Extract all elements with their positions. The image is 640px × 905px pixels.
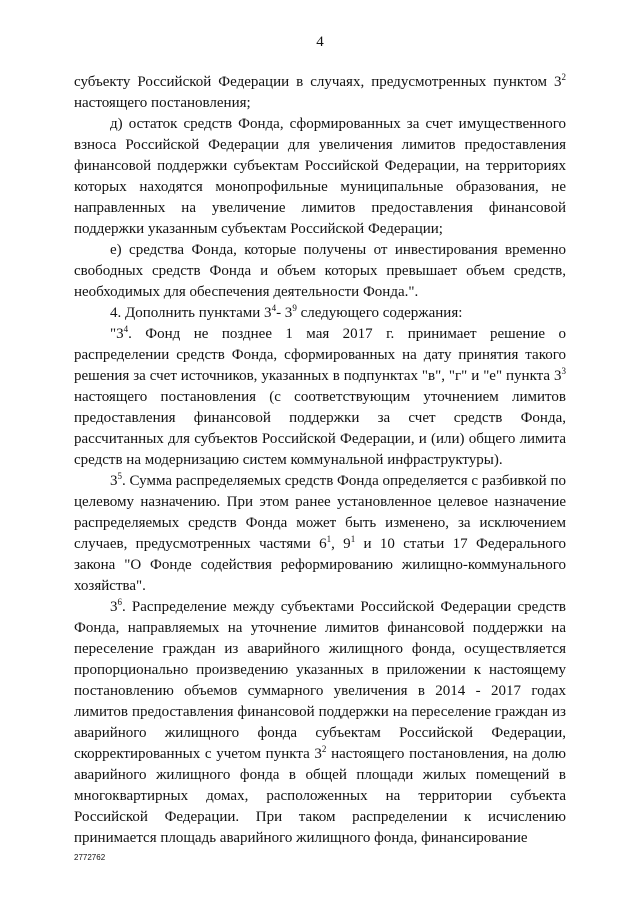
page-number: 4 — [316, 34, 324, 50]
superscript: 6 — [117, 597, 122, 607]
superscript: 2 — [561, 72, 566, 82]
paragraph — [74, 471, 566, 597]
text-segment: . Распределение между субъектами Российской Федерации средств Фонда, направляемых на уточнение лимитов финансовой поддержки на переселение граждан из аварийного жилищного фонда, осуществляется пропорционально произведению указанных в приложении к настоящему постановлению объемов суммарного увеличения в 2014 - 2017 годах лимитов предоставления финансовой поддержки на переселение граждан из аварийного жилищного фонда субъектам Российской Федерации, скорректированных с учетом пункта 3 — [74, 599, 566, 762]
paragraph — [74, 72, 566, 114]
text-segment: . Сумма распределяемых средств Фонда определяется с разбивкой по целевому назначению. При этом ранее установленное целевое назначение распределяемых средств Фонда может быть изменено, за исключением случаев, предусмотренных частями 6 — [74, 473, 566, 552]
text-segment: настоящего постановления, на долю аварийного жилищного фонда в общей площади жилых помещений в многоквартирных домах, расположенных на территории субъекта Российской Федерации. При таком распределении к исчислению принимается площадь аварийного жилищного фонда, финансирование — [74, 746, 567, 846]
text-segment: е) средства Фонда, которые получены от инвестирования временно свободных средств Фонда и объем которых превышает объем средств, необходимых для обеспечения деятельности Фонда.". — [74, 242, 566, 300]
text-segment: 3 — [110, 599, 118, 615]
superscript: 4 — [123, 324, 129, 334]
text-segment: . Фонд не позднее 1 мая 2017 г. принимает решение о распределении средств Фонда, сформированных на дату принятия такого решения за счет источников, указанных в подпунктах "в", "г" и "е" пункта 3 — [74, 326, 566, 384]
text-segment: 3 — [110, 473, 118, 489]
superscript: 4 — [271, 303, 277, 313]
paragraph — [74, 114, 566, 240]
paragraph — [74, 324, 566, 471]
superscript: 5 — [117, 471, 122, 481]
text-segment: следующего содержания: — [296, 305, 463, 321]
text-segment: настоящего постановления (с соответствующим уточнением лимитов предоставления финансовой поддержки за счет средств Фонда, рассчитанных для субъектов Российской Федерации, и (или) общего лимита средств на модернизацию систем коммунальной инфраструктуры). — [74, 389, 566, 468]
paragraph — [74, 303, 566, 324]
superscript: 2 — [321, 744, 327, 754]
superscript: 1 — [350, 534, 356, 544]
text-segment: - 3 — [276, 305, 293, 321]
document-code: 2772762 — [74, 853, 106, 862]
superscript: 1 — [326, 534, 332, 544]
paragraph — [74, 597, 566, 849]
text-segment: , 9 — [331, 536, 351, 552]
superscript: 3 — [561, 366, 566, 376]
text-segment: субъекту Российской Федерации в случаях, предусмотренных пунктом 3 — [74, 74, 562, 90]
text-segment: 4. Дополнить пунктами 3 — [110, 305, 272, 321]
superscript: 9 — [292, 303, 297, 313]
paragraph — [74, 240, 566, 303]
text-segment: и 10 статьи 17 Федерального закона "О Фонде содействия реформированию жилищно-коммунального хозяйства". — [74, 536, 567, 594]
text-segment: д) остаток средств Фонда, сформированных за счет имущественного взноса Российской Федерации для увеличения лимитов предоставления финансовой поддержки субъектам Российской Федерации, на территориях которых находятся монопрофильные муниципальные образования, не направленных на увеличение лимитов предоставления финансовой поддержки указанным субъектам Российской Федерации; — [74, 116, 566, 237]
text-segment: "3 — [110, 326, 124, 342]
text-segment: настоящего постановления; — [74, 95, 251, 111]
document-body — [74, 72, 566, 849]
